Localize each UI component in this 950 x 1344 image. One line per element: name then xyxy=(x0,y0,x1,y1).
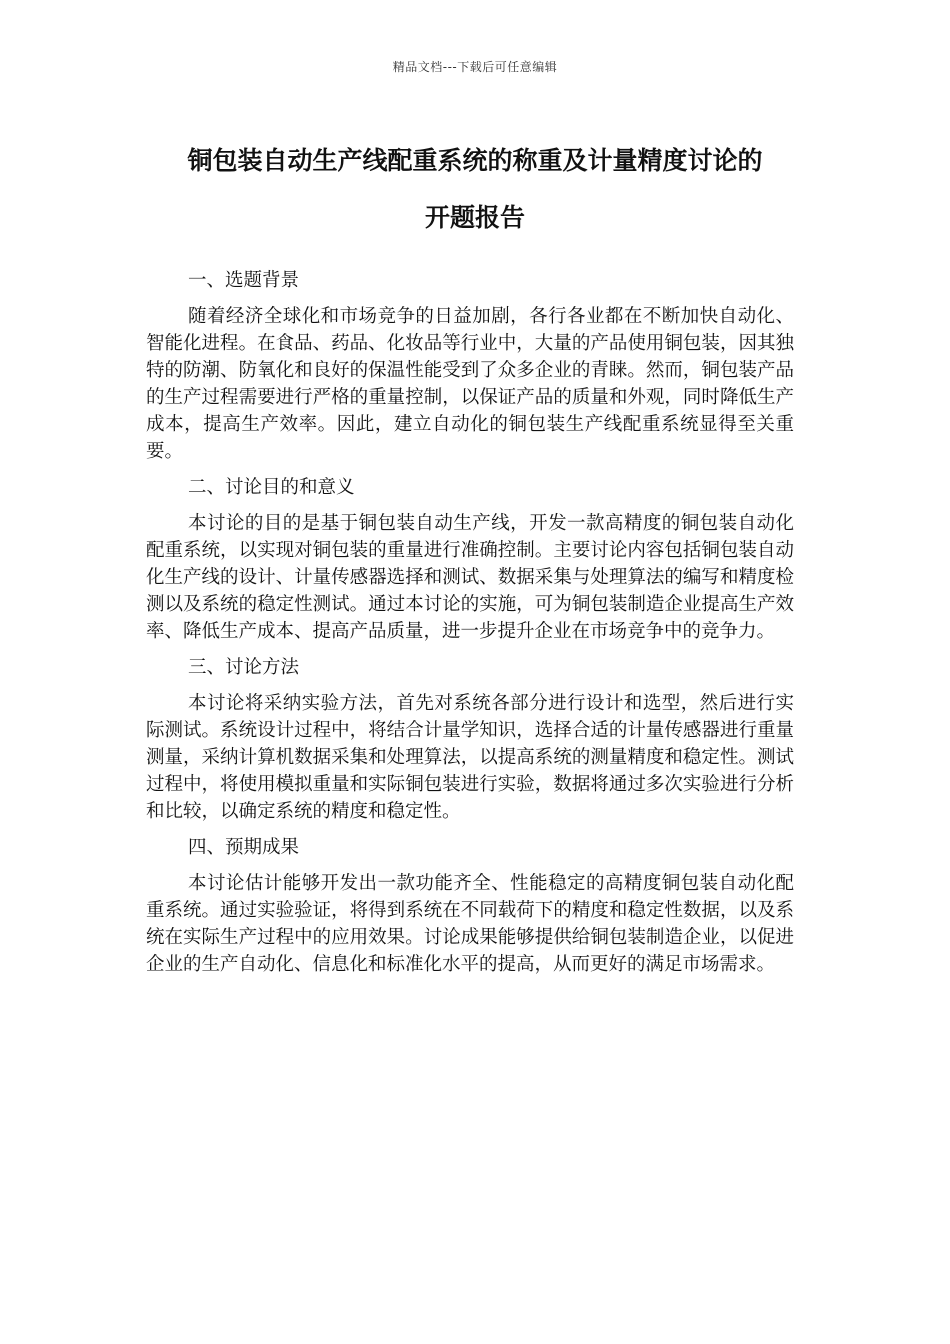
section-purpose xyxy=(146,474,794,645)
section-heading: 四、预期成果 xyxy=(188,837,300,858)
section-paragraph: 本讨论的目的是基于铜包装自动生产线，开发一款高精度的铜包装自动化配重系统，以实现对铜包装的重量进行准确控制。主要讨论内容包括铜包装自动化生产线的设计、计量传感器选择和测试、数据采集与处理算法的编写和精度检测以及系统的稳定性测试。通过本讨论的实施，可为铜包装制造企业提高生产效率、降低生产成本、提高产品质量，进一步提升企业在市场竞争中的竞争力。 xyxy=(146,513,794,642)
section-heading: 一、选题背景 xyxy=(188,270,300,291)
title-line-1: 铜包装自动生产线配重系统的称重及计量精度讨论的 xyxy=(187,146,763,175)
section-method xyxy=(146,654,794,825)
section-heading: 三、讨论方法 xyxy=(188,657,300,678)
header-note: 精品文档---下载后可任意编辑 xyxy=(392,60,558,74)
section-paragraph: 本讨论估计能够开发出一款功能齐全、性能稳定的高精度铜包装自动化配重系统。通过实验验证，将得到系统在不同载荷下的精度和稳定性数据，以及系统在实际生产过程中的应用效果。讨论成果能够提供给铜包装制造企业，以促进企业的生产自动化、信息化和标准化水平的提高，从而更好的满足市场需求。 xyxy=(146,873,794,975)
section-paragraph: 本讨论将采纳实验方法，首先对系统各部分进行设计和选型，然后进行实际测试。系统设计过程中，将结合计量学知识，选择合适的计量传感器进行重量测量，采纳计算机数据采集和处理算法，以提高系统的测量精度和稳定性。测试过程中，将使用模拟重量和实际铜包装进行实验，数据将通过多次实验进行分析和比较，以确定系统的精度和稳定性。 xyxy=(146,693,794,822)
section-paragraph: 随着经济全球化和市场竞争的日益加剧，各行各业都在不断加快自动化、智能化进程。在食品、药品、化妆品等行业中，大量的产品使用铜包装，因其独特的防潮、防氧化和良好的保温性能受到了众多企业的青睐。然而，铜包装产品的生产过程需要进行严格的重量控制，以保证产品的质量和外观，同时降低生产成本，提高生产效率。因此，建立自动化的铜包装生产线配重系统显得至关重要。 xyxy=(146,306,794,462)
section-expected-results xyxy=(146,834,794,978)
section-heading: 二、讨论目的和意义 xyxy=(188,477,355,498)
document-body xyxy=(146,267,794,987)
title-line-2: 开题报告 xyxy=(424,203,525,232)
section-background xyxy=(146,267,794,465)
document-title xyxy=(120,132,830,246)
